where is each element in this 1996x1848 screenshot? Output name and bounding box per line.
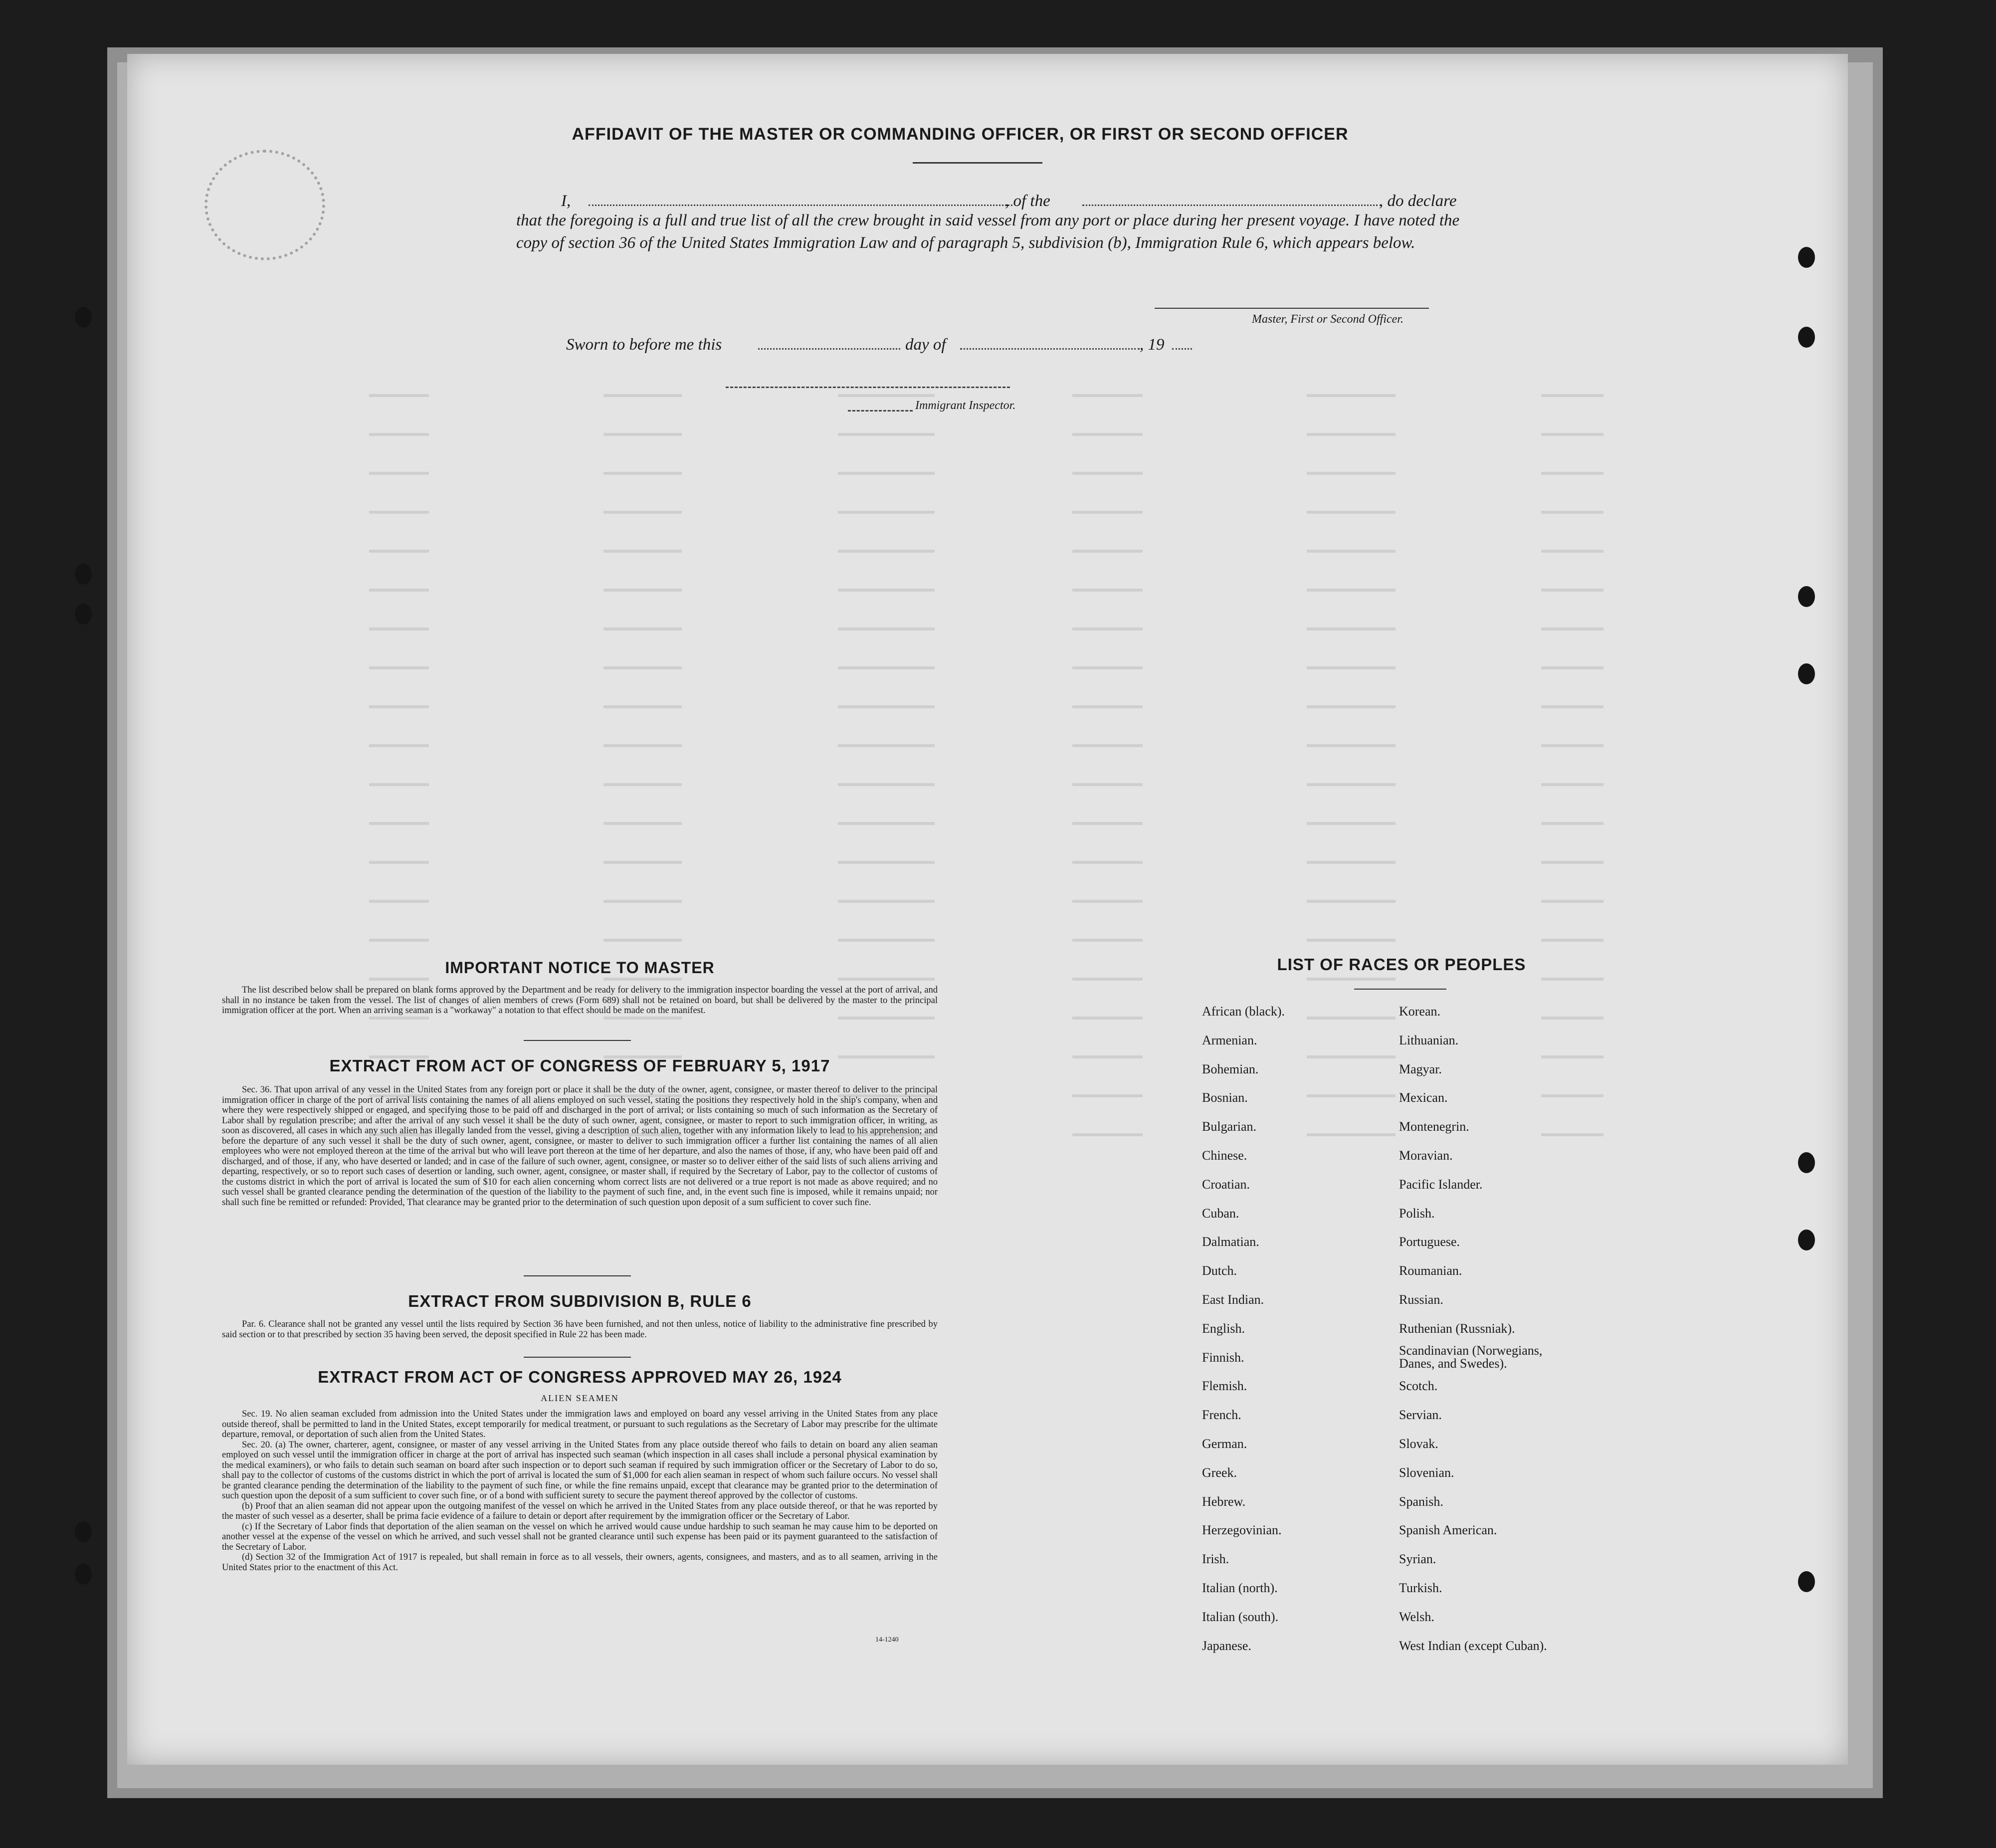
- race-item: Greek.: [1202, 1465, 1237, 1480]
- bleed-through-mark: [1541, 589, 1603, 592]
- bleed-through-mark: [1307, 978, 1396, 981]
- sworn-month-field: [960, 348, 1140, 350]
- bleed-through-mark: [838, 589, 935, 592]
- bleed-through-mark: [369, 550, 429, 553]
- form-number: 14-1240: [875, 1636, 899, 1643]
- section-divider: [524, 1040, 631, 1041]
- race-item: Dutch.: [1202, 1263, 1237, 1278]
- bleed-through-mark: [1307, 1094, 1396, 1097]
- notice-paragraph: The list described below shall be prepared on blank forms approved by the Department and be ready for delivery to the immigration inspector boarding the vessel at the port of arrival, and shall in no instance be taken from the vessel. The list of changes of alien members of crews (Form 689) shall not be retained on board, but shall be delivered by the master to the principal immigration officer at the port. When an arriving seaman is a "workaway" a notation to that effect should be made on the manifest.: [222, 985, 938, 1016]
- binder-hole: [1798, 1571, 1815, 1592]
- section-36-paragraph: Sec. 36. That upon arrival of any vessel in the United States from any foreign port or place it shall be the duty of the owner, agent, consignee, or master thereof to deliver to the principal immigration officer in charge of the port of arrival lists containing the names of all aliens employed on such vessel, stating the positions they respectively hold in the ship's company, when and where they were respectively shipped or engaged, and specifying those to be paid off and discharged in the port of arrival; or lists containing so much of such information as the Secretary of Labor shall by regulation prescribe; and after the arrival of any such vessel it shall be the duty of such owner, agent, consignee, or master to report to such immigration officer, in writing, as soon as discovered, all cases in which any such alien has illegally landed from the vessel, giving a description of such alien, together with any information likely to lead to his apprehension; and before the departure of any such vessel it shall be the duty of such owner, agent, consignee, or master to deliver to such immigration officer a further list containing the names of all alien employees who were not employed thereon at the time of the arrival but who will leave port thereon at the time of her departure, and also the names of those, if any, who have been paid off and discharged, and of those, if any, who have deserted or landed; and in case of the failure of such owner, agent, consignee, or master so to deliver either of the said lists of such aliens arriving and departing, respectively, or so to report such cases of desertion or landing, such owner, agent, consignee, or master shall, if required by the Secretary of Labor, pay to the collector of customs of the customs district in which the port of arrival is located the sum of $10 for each alien concerning whom correct lists are not delivered or a true report is not made as above required; and no such vessel shall be granted clearance pending the determination of the question of the liability to the payment of such fine, and, in the event such fine is imposed, while it remains unpaid; nor shall such fine be remitted or refunded: Provided, That clearance may be granted prior to the determination of such question upon deposit of a sum sufficient to cover such fine.: [222, 1085, 938, 1208]
- signature-caption: Master, First or Second Officer.: [1252, 313, 1403, 326]
- bleed-through-mark: [1072, 744, 1143, 747]
- races-title-underline: [1354, 989, 1446, 990]
- bleed-through-mark: [603, 978, 682, 981]
- bleed-through-mark: [603, 511, 682, 514]
- race-item: Finnish.: [1202, 1350, 1244, 1365]
- notice-title: IMPORTANT NOTICE TO MASTER: [445, 959, 715, 977]
- race-item: English.: [1202, 1321, 1245, 1336]
- bleed-through-mark: [369, 939, 429, 942]
- sec-20b-paragraph: (b) Proof that an alien seaman did not appear upon the outgoing manifest of the vessel on which he arrived in the United States from any place outside thereof, or that he was reported by the master of such vessel as a deserter, shall be prima facie evidence of a failure to detain or deport after requirement by the immigration officer or the Secretary of Labor.: [222, 1501, 938, 1521]
- race-item: Syrian.: [1399, 1552, 1436, 1567]
- race-item: Bohemian.: [1202, 1061, 1259, 1076]
- race-item: Portuguese.: [1399, 1234, 1460, 1249]
- race-item: Italian (south).: [1202, 1609, 1279, 1624]
- race-item: Slovak.: [1399, 1437, 1438, 1451]
- binder-hole: [75, 1564, 92, 1585]
- bleed-through-mark: [1307, 394, 1396, 397]
- binder-hole: [1798, 586, 1815, 607]
- bleed-through-mark: [838, 666, 935, 669]
- bleed-through-mark: [1072, 433, 1143, 436]
- bleed-through-mark: [1072, 978, 1143, 981]
- bleed-through-mark: [1541, 394, 1603, 397]
- bleed-through-mark: [1541, 433, 1603, 436]
- bleed-through-mark: [1072, 822, 1143, 825]
- bleed-through-mark: [1072, 1017, 1143, 1020]
- race-item: Moravian.: [1399, 1148, 1453, 1163]
- race-item: Mexican.: [1399, 1090, 1448, 1105]
- race-item: West Indian (except Cuban).: [1399, 1638, 1547, 1653]
- bleed-through-mark: [1072, 939, 1143, 942]
- notice-text: [222, 985, 938, 1016]
- sec-20c-paragraph: (c) If the Secretary of Labor finds that deportation of the alien seaman on the vessel on which he arrived would cause undue hardship to such seaman he may cause him to be deported on another vessel at the expense of the vessel on which he arrived, and such vessel shall not be granted clearance until such expense has been paid or its payment guaranteed to the satisfaction of the Secretary of Labor.: [222, 1521, 938, 1552]
- bleed-through-mark: [1307, 900, 1396, 903]
- section-divider: [524, 1275, 631, 1276]
- extract-1917-title: EXTRACT FROM ACT OF CONGRESS OF FEBRUARY 5, 1917: [329, 1056, 830, 1075]
- race-item: Korean.: [1399, 1004, 1441, 1019]
- affidavit-title: AFFIDAVIT OF THE MASTER OR COMMANDING OFFICER, OR FIRST OR SECOND OFFICER: [572, 125, 1349, 144]
- bleed-through-mark: [369, 627, 429, 630]
- race-item: Armenian.: [1202, 1032, 1257, 1047]
- race-item: Turkish.: [1399, 1581, 1442, 1595]
- vessel-name-field: [1082, 205, 1382, 206]
- bleed-through-mark: [838, 705, 935, 708]
- bleed-through-mark: [1072, 861, 1143, 864]
- bleed-through-mark: [369, 822, 429, 825]
- bleed-through-mark: [1541, 550, 1603, 553]
- inspector-signature-field: [726, 387, 1010, 388]
- bleed-through-mark: [838, 1017, 935, 1020]
- bleed-through-mark: [838, 511, 935, 514]
- bleed-through-mark: [838, 822, 935, 825]
- bleed-through-mark: [1072, 1094, 1143, 1097]
- bleed-through-mark: [838, 861, 935, 864]
- bleed-through-mark: [1541, 472, 1603, 475]
- bleed-through-mark: [1541, 1055, 1603, 1058]
- bleed-through-mark: [1307, 705, 1396, 708]
- bleed-through-mark: [1541, 666, 1603, 669]
- race-item: German.: [1202, 1437, 1247, 1451]
- bleed-through-mark: [1072, 1055, 1143, 1058]
- bleed-through-mark: [369, 978, 429, 981]
- race-item: Cuban.: [1202, 1206, 1239, 1221]
- binder-hole: [75, 564, 92, 585]
- race-item: Polish.: [1399, 1206, 1435, 1221]
- bleed-through-mark: [369, 433, 429, 436]
- bleed-through-mark: [1307, 550, 1396, 553]
- bleed-through-mark: [1307, 783, 1396, 786]
- binder-hole: [1798, 663, 1815, 684]
- alien-seamen-subtitle: ALIEN SEAMEN: [541, 1393, 619, 1403]
- bleed-through-mark: [1541, 1094, 1603, 1097]
- bleed-through-mark: [838, 472, 935, 475]
- race-item: Irish.: [1202, 1552, 1229, 1567]
- bleed-through-mark: [1307, 472, 1396, 475]
- bleed-through-mark: [1541, 1017, 1603, 1020]
- race-item: African (black).: [1202, 1004, 1285, 1019]
- race-item: Bulgarian.: [1202, 1119, 1257, 1134]
- bleed-through-mark: [1307, 1055, 1396, 1058]
- bleed-through-mark: [838, 900, 935, 903]
- bleed-through-mark: [603, 394, 682, 397]
- race-item: Ruthenian (Russniak).: [1399, 1321, 1515, 1336]
- race-item: Flemish.: [1202, 1379, 1247, 1394]
- bleed-through-mark: [1307, 1133, 1396, 1136]
- race-item: Japanese.: [1202, 1638, 1251, 1653]
- bleed-through-mark: [1072, 511, 1143, 514]
- races-title: LIST OF RACES OR PEOPLES: [1277, 955, 1526, 974]
- bleed-through-mark: [838, 394, 935, 397]
- race-item: Chinese.: [1202, 1148, 1247, 1163]
- bleed-through-mark: [369, 666, 429, 669]
- bleed-through-mark: [1072, 627, 1143, 630]
- bleed-through-mark: [603, 705, 682, 708]
- bleed-through-mark: [1541, 783, 1603, 786]
- inspector-caption: Immigrant Inspector.: [915, 399, 1016, 412]
- bleed-through-mark: [1307, 511, 1396, 514]
- bleed-through-mark: [603, 589, 682, 592]
- bleed-through-mark: [838, 978, 935, 981]
- sworn-year: , 19: [1140, 336, 1165, 354]
- bleed-through-mark: [1072, 666, 1143, 669]
- bleed-through-mark: [603, 666, 682, 669]
- bleed-through-mark: [603, 550, 682, 553]
- declaration-text: that the foregoing is a full and true list of all the crew brought in said vessel from any port or place during her present voyage. I have noted the copy of section 36 of the United States Immigration Law and of paragraph 5, subdivision (b), Immigration Rule 6, which appears below.: [516, 211, 1460, 252]
- inspector-title-field: [848, 410, 913, 411]
- declaration-i: I,: [561, 192, 571, 210]
- bleed-through-mark: [838, 783, 935, 786]
- sec-19-paragraph: Sec. 19. No alien seaman excluded from admission into the United States under the immigration laws and employed on board any vessel arriving in the United States from any place outside thereof, shall be permitted to land in the United States, except temporarily for medical treatment, or pursuant to such regulations as the Secretary of Labor may prescribe for the ultimate departure, removal, or deportation of such alien from the United States.: [222, 1409, 938, 1439]
- bleed-through-mark: [1541, 822, 1603, 825]
- bleed-through-mark: [838, 744, 935, 747]
- bleed-through-mark: [369, 900, 429, 903]
- bleed-through-mark: [369, 1017, 429, 1020]
- bleed-through-mark: [1307, 939, 1396, 942]
- extract-rule6-title: EXTRACT FROM SUBDIVISION B, RULE 6: [408, 1292, 752, 1310]
- bleed-through-mark: [1541, 1133, 1603, 1136]
- seal-stamp: [204, 150, 325, 260]
- bleed-through-mark: [369, 861, 429, 864]
- bleed-through-mark: [603, 627, 682, 630]
- bleed-through-mark: [603, 900, 682, 903]
- declarant-name-field: [589, 205, 1012, 206]
- race-item: Spanish American.: [1399, 1523, 1497, 1538]
- sworn-day-of: day of: [905, 336, 946, 354]
- binder-hole: [1798, 247, 1815, 268]
- race-item: Herzegovinian.: [1202, 1523, 1282, 1538]
- race-item: East Indian.: [1202, 1292, 1264, 1307]
- bleed-through-mark: [1541, 627, 1603, 630]
- bleed-through-mark: [369, 511, 429, 514]
- race-item: Scandinavian (Norwegians, Danes, and Swedes).: [1399, 1343, 1543, 1371]
- bleed-through-mark: [1307, 744, 1396, 747]
- race-item: Scotch.: [1399, 1379, 1438, 1394]
- extract-1917-text: [222, 1085, 938, 1208]
- bleed-through-mark: [1307, 1017, 1396, 1020]
- bleed-through-mark: [1541, 861, 1603, 864]
- bleed-through-mark: [369, 472, 429, 475]
- bleed-through-mark: [603, 822, 682, 825]
- binder-hole: [75, 1521, 92, 1542]
- section-divider: [524, 1357, 631, 1358]
- sworn-year-field: [1172, 348, 1192, 350]
- sworn-prefix: Sworn to before me this: [566, 336, 722, 354]
- sec-20d-paragraph: (d) Section 32 of the Immigration Act of 1917 is repealed, but shall remain in force as to all vessels, their owners, agents, consignees, and masters, and as to all seamen, arriving in the United States prior to the enactment of this Act.: [222, 1552, 938, 1573]
- bleed-through-mark: [603, 783, 682, 786]
- extract-rule6-text: [222, 1319, 938, 1340]
- binder-hole: [1798, 1230, 1815, 1250]
- race-item: Montenegrin.: [1399, 1119, 1469, 1134]
- bleed-through-mark: [1307, 666, 1396, 669]
- bleed-through-mark: [1541, 744, 1603, 747]
- bleed-through-mark: [838, 550, 935, 553]
- bleed-through-mark: [1307, 589, 1396, 592]
- binder-hole: [75, 307, 92, 328]
- extract-1924-title: EXTRACT FROM ACT OF CONGRESS APPROVED MAY 26, 1924: [318, 1368, 842, 1386]
- bleed-through-mark: [1307, 861, 1396, 864]
- bleed-through-mark: [838, 939, 935, 942]
- race-item: Pacific Islander.: [1399, 1177, 1483, 1192]
- bleed-through-mark: [369, 744, 429, 747]
- binder-hole: [1798, 327, 1815, 348]
- race-item: Slovenian.: [1399, 1465, 1454, 1480]
- bleed-through-mark: [603, 744, 682, 747]
- bleed-through-mark: [1072, 394, 1143, 397]
- race-item: Russian.: [1399, 1292, 1443, 1307]
- bleed-through-mark: [369, 589, 429, 592]
- bleed-through-mark: [1307, 822, 1396, 825]
- bleed-through-mark: [838, 627, 935, 630]
- bleed-through-mark: [603, 939, 682, 942]
- bleed-through-mark: [1072, 900, 1143, 903]
- bleed-through-mark: [838, 433, 935, 436]
- bleed-through-mark: [1307, 627, 1396, 630]
- bleed-through-mark: [1072, 472, 1143, 475]
- race-item: Roumanian.: [1399, 1263, 1462, 1278]
- extract-1924-text: [222, 1409, 938, 1573]
- signature-line: [1155, 308, 1429, 309]
- title-underline: [913, 162, 1042, 164]
- bleed-through-mark: [1072, 705, 1143, 708]
- sworn-day-field: [758, 348, 900, 350]
- binder-hole: [1798, 1152, 1815, 1173]
- bleed-through-mark: [1541, 511, 1603, 514]
- bleed-through-mark: [1072, 550, 1143, 553]
- race-item: French.: [1202, 1408, 1241, 1423]
- bleed-through-mark: [603, 433, 682, 436]
- declaration-do-declare: , do declare: [1379, 192, 1457, 210]
- bleed-through-mark: [369, 783, 429, 786]
- rule6-paragraph: Par. 6. Clearance shall not be granted any vessel until the lists required by Section 36 have been furnished, and not then unless, notice of liability to the administrative fine prescribed by said section or to that prescribed by section 35 having been served, the deposit specified in Rule 22 has been made.: [222, 1319, 938, 1340]
- race-item: Welsh.: [1399, 1609, 1434, 1624]
- bleed-through-mark: [369, 705, 429, 708]
- bleed-through-mark: [1072, 1133, 1143, 1136]
- binder-hole: [75, 604, 92, 624]
- bleed-through-mark: [1541, 900, 1603, 903]
- race-item: Magyar.: [1399, 1061, 1442, 1076]
- race-item: Spanish.: [1399, 1494, 1443, 1509]
- bleed-through-mark: [369, 394, 429, 397]
- bleed-through-mark: [1072, 589, 1143, 592]
- race-item: Bosnian.: [1202, 1090, 1248, 1105]
- sec-20a-paragraph: Sec. 20. (a) The owner, charterer, agent, consignee, or master of any vessel arriving in the United States from any place outside thereof who fails to detain on board any alien seaman employed on such vessel until the immigration officer in charge at the port of arrival has inspected such seaman (which inspection in all cases shall include a personal physical examination by the medical examiners), or who fails to detain such seaman on board after such inspection or to deport such seaman if required by such immigration officer or the Secretary of Labor to do so, shall pay to the collector of customs of the customs district in which the port of arrival is located the sum of $1,000 for each alien seaman in respect of whom such failure occurs. No vessel shall be granted clearance pending the determination of the liability to the payment of such fine, or while the fine remains unpaid, except that clearance may be granted prior to the determination of such question upon the deposit of a sum sufficient to cover such fine, or of a bond with sufficient surety to secure the payment thereof approved by the collector of customs.: [222, 1439, 938, 1501]
- race-item: Servian.: [1399, 1408, 1442, 1423]
- bleed-through-mark: [1072, 783, 1143, 786]
- bleed-through-mark: [1541, 978, 1603, 981]
- declaration-of-the: , of the: [1005, 192, 1050, 210]
- race-item: Croatian.: [1202, 1177, 1250, 1192]
- race-item: Dalmatian.: [1202, 1234, 1259, 1249]
- bleed-through-mark: [1541, 705, 1603, 708]
- bleed-through-mark: [603, 1017, 682, 1020]
- bleed-through-mark: [603, 472, 682, 475]
- race-item: Lithuanian.: [1399, 1032, 1459, 1047]
- bleed-through-mark: [1541, 939, 1603, 942]
- race-item: Hebrew.: [1202, 1494, 1246, 1509]
- bleed-through-mark: [603, 861, 682, 864]
- bleed-through-mark: [1307, 433, 1396, 436]
- race-item: Italian (north).: [1202, 1581, 1278, 1595]
